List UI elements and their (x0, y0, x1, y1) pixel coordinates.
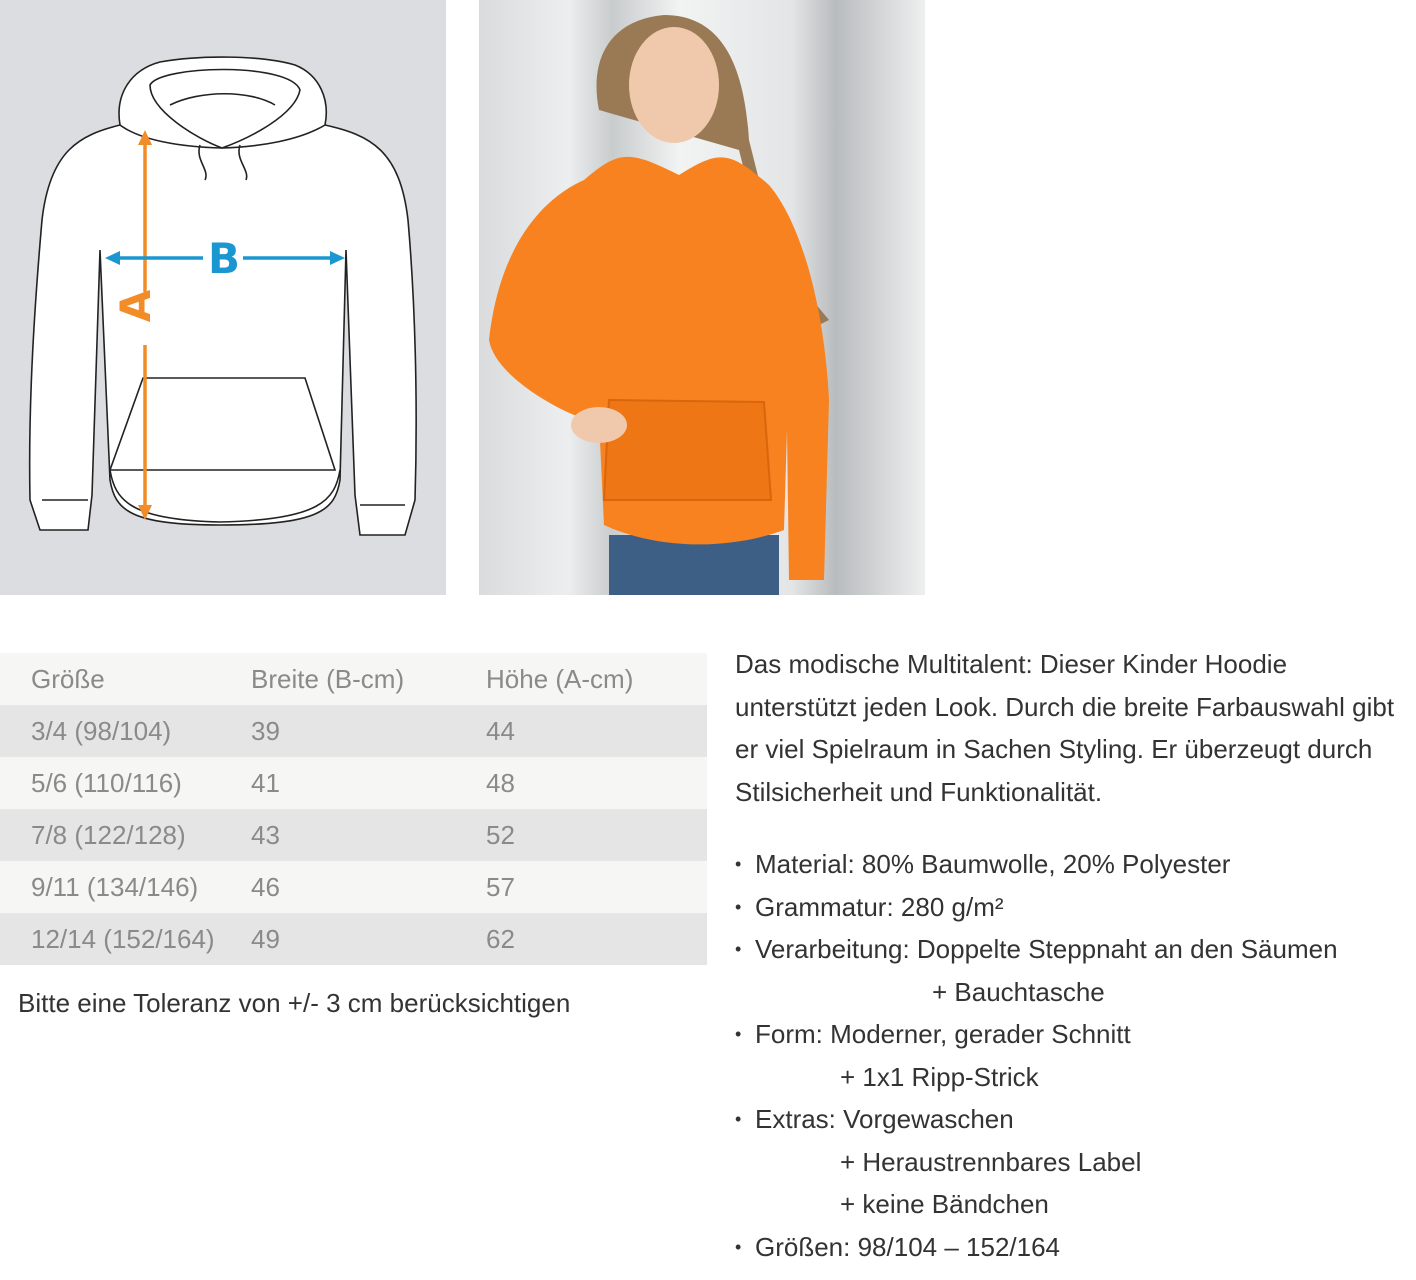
feature-line: + keine Bändchen (840, 1189, 1049, 1219)
feature-line: Extras: Vorgewaschen (755, 1104, 1014, 1134)
feature-line: Form: Moderner, gerader Schnitt (755, 1019, 1131, 1049)
tolerance-note: Bitte eine Toleranz von +/- 3 cm berücksichtigen (18, 988, 571, 1018)
product-description: Das modische Multitalent: Dieser Kinder Hoodie unterstützt jeden Look. Durch die breite Farbauswahl gibt er viel Spielraum in Sachen Styling. Er überzeugt durch Stilsicherheit und Funktionalität. (735, 649, 1395, 807)
feature-weight (735, 886, 1338, 929)
feature-material (735, 843, 1338, 886)
table-row (0, 757, 707, 809)
size-table (0, 653, 707, 965)
feature-sizes (735, 1226, 1338, 1269)
cell-width: 46 (251, 871, 280, 902)
feature-line: Grammatur: 280 g/m² (755, 891, 1004, 922)
cell-height: 62 (486, 923, 515, 954)
feature-line: Verarbeitung: Doppelte Steppnaht an den Säumen (755, 934, 1338, 964)
product-photo (479, 0, 925, 595)
cell-size: 7/8 (122/128) (31, 819, 186, 850)
cell-height: 48 (486, 767, 515, 798)
feature-list (735, 843, 1338, 1268)
feature-processing (735, 928, 1338, 1013)
table-row (0, 913, 707, 965)
table-row (0, 705, 707, 757)
label-a: A (111, 289, 160, 323)
table-header (0, 653, 707, 705)
feature-form (735, 1013, 1338, 1098)
cell-height: 52 (486, 819, 515, 850)
header-height: Höhe (A-cm) (486, 663, 634, 694)
cell-size: 5/6 (110/116) (31, 767, 182, 798)
cell-height: 44 (486, 715, 515, 746)
feature-line: + Bauchtasche (932, 976, 1105, 1007)
cell-width: 41 (251, 767, 280, 798)
cell-width: 43 (251, 819, 280, 850)
cell-size: 12/14 (152/164) (31, 923, 215, 954)
feature-line: Material: 80% Baumwolle, 20% Polyester (755, 849, 1231, 879)
label-b: B (207, 234, 241, 283)
feature-extras (735, 1098, 1338, 1226)
cell-size: 3/4 (98/104) (31, 715, 172, 746)
cell-size: 9/11 (134/146) (31, 871, 199, 902)
feature-line: + 1x1 Ripp-Strick (840, 1061, 1039, 1092)
table-row (0, 861, 707, 913)
cell-width: 39 (251, 715, 280, 746)
cell-width: 49 (251, 923, 280, 954)
cell-height: 57 (486, 871, 515, 902)
feature-line: Größen: 98/104 – 152/164 (755, 1231, 1061, 1262)
header-size: Größe (31, 663, 105, 694)
table-row (0, 809, 707, 861)
hoodie-measurement-diagram (0, 0, 446, 595)
header-width: Breite (B-cm) (251, 663, 405, 694)
feature-line: + Heraustrennbares Label (840, 1146, 1142, 1177)
